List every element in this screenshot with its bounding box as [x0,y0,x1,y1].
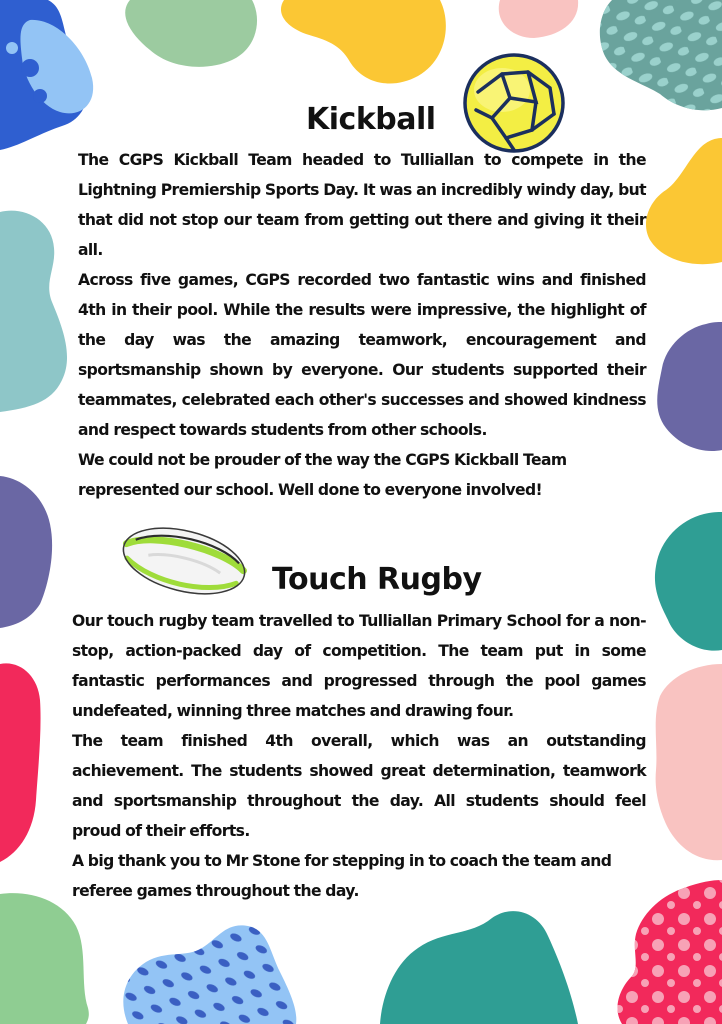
rugby-ball-icon [118,520,250,602]
kickball-paragraph-3: We could not be prouder of the way the CGPS Kickball Team represented our school. Well done to everyone involved! [78,451,567,499]
touch-rugby-paragraph-1: Our touch rugby team travelled to Tulliallan Primary School for a non-stop, action-packed day of competition. The team put in some fantastic performances and progressed through the pool games undefeated, winning three matches and drawing four. [72,612,646,720]
touch-rugby-paragraph-3: A big thank you to Mr Stone for stepping in to coach the team and referee games throughout the day. [72,852,612,900]
kickball-title: Kickball [306,102,436,137]
touch-rugby-title: Touch Rugby [272,562,482,597]
kickball-paragraph-1: The CGPS Kickball Team headed to Tulliallan to compete in the Lightning Premiership Sports Day. It was an incredibly windy day, but that did not stop our team from getting out there and giving it their all. [78,151,646,259]
blob-bottom-blue-dotted [123,925,296,1024]
kickball-paragraph-2: Across five games, CGPS recorded two fantastic wins and finished 4th in their pool. While the results were impressive, the highlight of the day was the amazing teamwork, encouragement and sportsmanship shown by everyone. Our students supported their teammates, celebrated each other's successes and showed kindness and respect towards students from other schools. [78,271,646,439]
soccer-ball-icon [462,52,566,154]
touch-rugby-paragraph-2: The team finished 4th overall, which was an outstanding achievement. The students showed great determination, teamwork and sportsmanship throughout the day. All students should feel proud of their efforts. [72,732,646,840]
touch-rugby-body [72,606,646,906]
blob-bottom-teal [380,911,578,1024]
kickball-body [78,145,646,505]
